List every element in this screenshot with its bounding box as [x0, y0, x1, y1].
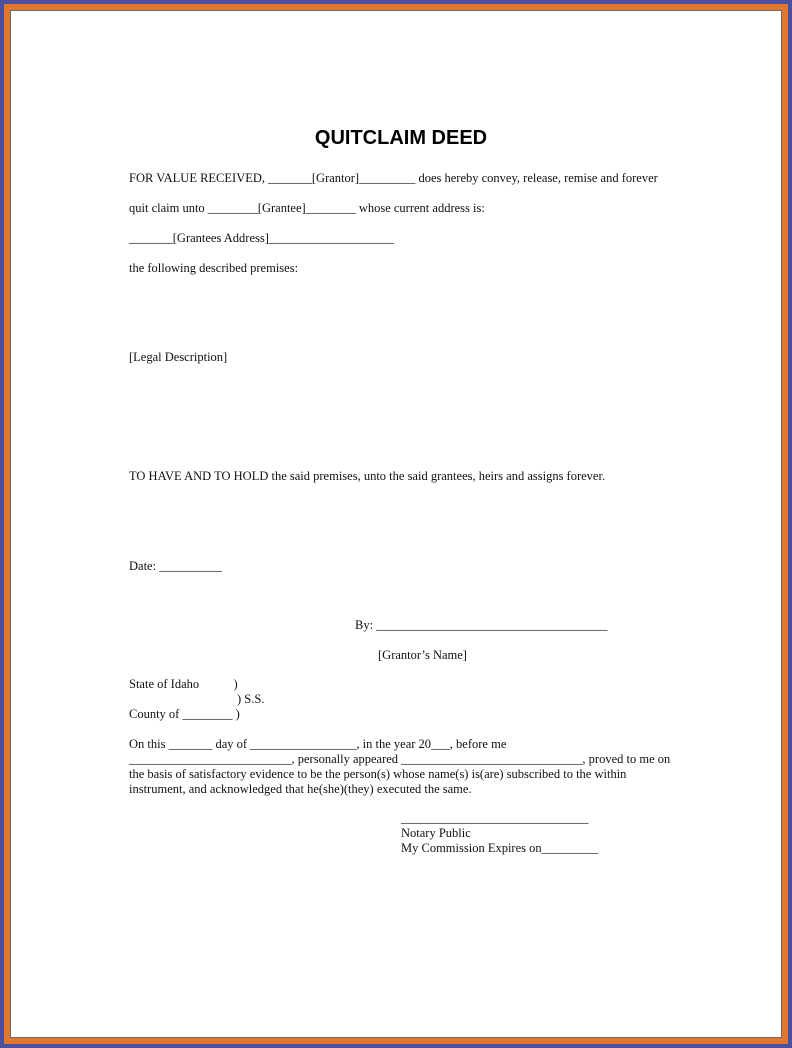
- state-line: State of Idaho ): [129, 677, 238, 691]
- to-have-and-hold: TO HAVE AND TO HOLD the said premises, unto the said grantees, heirs and assigns forever.: [129, 469, 606, 483]
- date-line: Date: __________: [129, 559, 222, 573]
- commission-expires-line: My Commission Expires on_________: [401, 841, 598, 855]
- notary-public-label: Notary Public: [401, 826, 471, 840]
- document-title: QUITCLAIM DEED: [314, 127, 488, 149]
- notary-signature-line: ______________________________: [401, 811, 589, 825]
- notary-paragraph-line-1: On this _______ day of _________________, in the year 20___, before me: [129, 737, 507, 751]
- document-page: [10, 10, 782, 1038]
- legal-description: [Legal Description]: [129, 350, 228, 364]
- quit-claim-line: quit claim unto ________[Grantee]________ whose current address is:: [129, 201, 485, 215]
- grantees-address-line: _______[Grantees Address]____________________: [129, 231, 394, 245]
- notary-paragraph-line-4: instrument, and acknowledged that he(she)(they) executed the same.: [129, 782, 472, 796]
- notary-paragraph-line-2: __________________________, personally appeared _____________________________, proved to me on: [129, 752, 671, 766]
- by-signature-line: By: _____________________________________: [355, 618, 608, 632]
- notary-paragraph-line-3: the basis of satisfactory evidence to be the person(s) whose name(s) is(are) subscribed to the within: [129, 767, 627, 781]
- county-line: County of ________ ): [129, 707, 240, 721]
- value-received-line: FOR VALUE RECEIVED, _______[Grantor]_________ does hereby convey, release, remise and forever: [129, 171, 658, 185]
- grantor-name: [Grantor’s Name]: [378, 648, 467, 662]
- premises-line: the following described premises:: [129, 261, 299, 275]
- ss-line: ) S.S.: [237, 692, 265, 706]
